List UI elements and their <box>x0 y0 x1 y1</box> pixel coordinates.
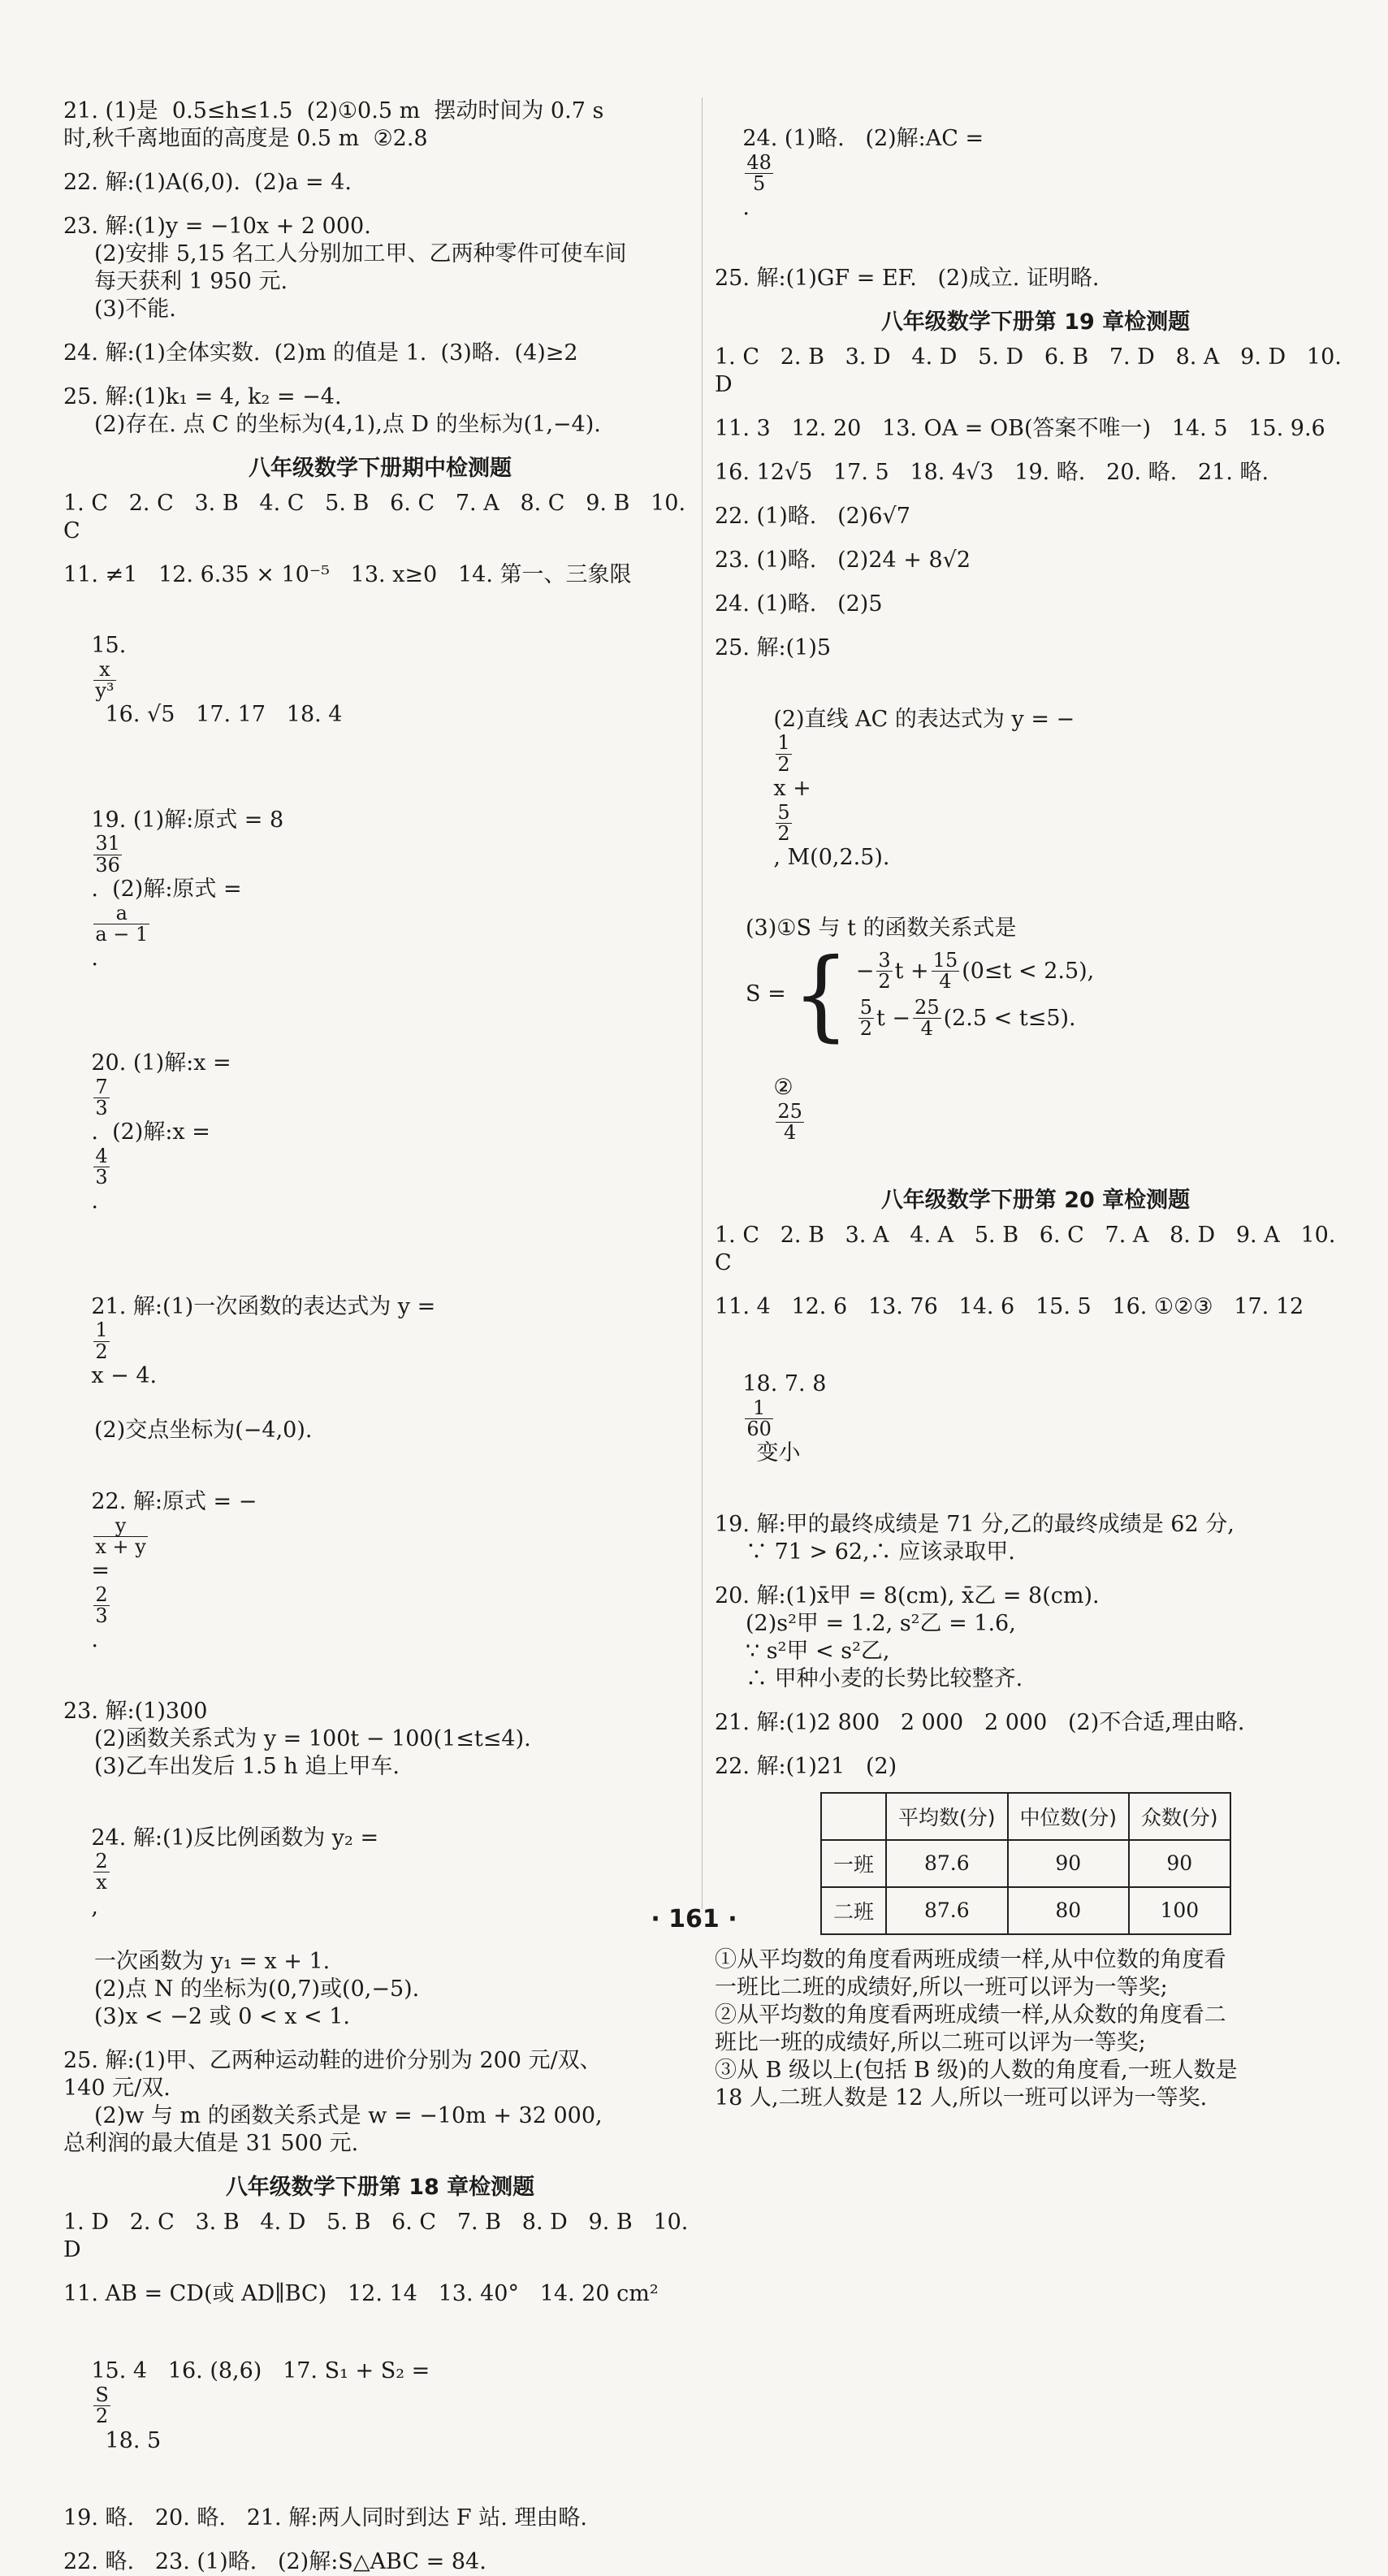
ch20-20-2: (2)s²甲 = 1.2, s²乙 = 1.6, <box>746 1610 1016 1636</box>
ch20-18: 18. 7. 8 $\frac{1}{60}$ 变小 <box>742 1371 827 1466</box>
fraction: $\frac{31}{36}$ <box>95 832 120 877</box>
answer-23-2: (2)安排 5,15 名工人分别加工甲、乙两种零件可使车间 <box>94 241 627 266</box>
ch20-22-analysis-1: ①从平均数的角度看两班成绩一样,从中位数的角度看 <box>715 1946 1226 1972</box>
table-row: 二班 87.6 80 100 <box>821 1887 1230 1934</box>
right-column <box>715 97 1356 2112</box>
ch20-20: 20. 解:(1)x̄甲 = 8(cm), x̄乙 = 8(cm). <box>715 1582 1100 1608</box>
fraction: $\frac{7}{3}$ <box>95 1075 108 1120</box>
midterm-25-2-cont: 总利润的最大值是 31 500 元. <box>63 2131 359 2157</box>
ch19-mc: 1. C 2. B 3. D 4. D 5. D 6. B 7. D 8. A 9. D 10. D <box>715 344 1349 398</box>
midterm-19: 19. (1)解:原式 = 8 $\frac{31}{36}$ . (2)解:原式 = $\frac{a}{a - 1}$ . <box>91 807 284 971</box>
fraction: $\frac{2}{3}$ <box>95 1582 108 1628</box>
answer-23: 23. 解:(1)y = −10x + 2 000. <box>63 214 371 239</box>
column-divider <box>702 97 703 1909</box>
midterm-23: 23. 解:(1)300 <box>63 1698 208 1724</box>
answer-23-3: (3)不能. <box>94 297 176 322</box>
left-brace: { <box>792 937 850 1052</box>
page-number: · 161 · <box>651 1905 737 1933</box>
ch20-21: 21. 解:(1)2 800 2 000 2 000 (2)不合适,理由略. <box>715 1709 1245 1735</box>
midterm-fill-11-14: 11. ≠1 12. 6.35 × 10⁻⁵ 13. x≥0 14. 第一、三象限 <box>63 561 632 587</box>
midterm-25: 25. 解:(1)甲、乙两种运动鞋的进价分别为 200 元/双、 <box>63 2048 602 2074</box>
ch20-19: 19. 解:甲的最终成绩是 71 分,乙的最终成绩是 62 分, <box>715 1511 1234 1537</box>
piecewise-function: S = { − $\frac{3}{2}$ t + $\frac{15}{4}$ (0≤t < 2.5), $\frac{5}{2}$ t − $\frac{25}{4}$ (2.5 < t≤5). <box>746 937 1095 1052</box>
answer-24: 24. 解:(1)全体实数. (2)m 的值是 1. (3)略. (4)≥2 <box>63 340 578 366</box>
answer-25: 25. 解:(1)k₁ = 4, k₂ = −4. <box>63 384 342 409</box>
answer-21: 21. (1)是 0.5≤h≤1.5 (2)①0.5 m 摆动时间为 0.7 s <box>63 98 604 123</box>
midterm-fill-15-18: 15. $\frac{x}{\text{y³}}$ 16. √5 17. 17 18. 4 <box>91 633 343 728</box>
midterm-24: 24. 解:(1)反比例函数为 y₂ = $\frac{2}{x}$ , <box>91 1825 379 1920</box>
answer-25-right: 25. 解:(1)GF = EF. (2)成立. 证明略. <box>715 266 1100 292</box>
ch20-20-because: ∵ s²甲 < s²乙, <box>746 1638 890 1664</box>
fraction: $\frac{S}{2}$ <box>95 2383 109 2428</box>
ch19-24: 24. (1)略. (2)5 <box>715 591 883 617</box>
midterm-23-3: (3)乙车出发后 1.5 h 追上甲车. <box>94 1753 400 1779</box>
piece-2: $\frac{5}{2}$ t − $\frac{25}{4}$ (2.5 < t≤5). <box>859 995 1076 1040</box>
ch18-mc: 1. D 2. C 3. B 4. D 5. B 6. C 7. B 8. D 9. B 10. D <box>63 2210 695 2262</box>
fraction: $\frac{y}{x + y}$ <box>95 1513 146 1558</box>
answer-21-cont: 时,秋千离地面的高度是 0.5 m ②2.8 <box>63 126 428 151</box>
midterm-20: 20. (1)解:x = $\frac{7}{3}$ . (2)解:x = $\frac{4}{3}$ . <box>91 1050 231 1214</box>
fraction: $\frac{25}{4}$ <box>777 1099 802 1145</box>
ch20-22-analysis-2-cont: 班比一班的成绩好,所以二班可以评为一等奖; <box>715 2029 1146 2055</box>
midterm-23-2: (2)函数关系式为 y = 100t − 100(1≤t≤4). <box>94 1725 531 1751</box>
ch18-fill-11-14: 11. AB = CD(或 AD∥BC) 12. 14 13. 40° 14. 20 cm² <box>63 2280 659 2306</box>
fraction: $\frac{2}{x}$ <box>95 1850 108 1894</box>
answer-23-2-cont: 每天获利 1 950 元. <box>94 269 288 294</box>
midterm-25-2: (2)w 与 m 的函数关系式是 w = −10m + 32 000, <box>94 2103 603 2129</box>
ch19-23: 23. (1)略. (2)24 + 8√2 <box>715 547 971 573</box>
midterm-24-linear: 一次函数为 y₁ = x + 1. <box>94 1949 331 1975</box>
table-header-row: 平均数(分) 中位数(分) 众数(分) <box>821 1793 1230 1840</box>
fraction: $\frac{a}{a - 1}$ <box>95 901 149 946</box>
answer-25-2: (2)存在. 点 C 的坐标为(4,1),点 D 的坐标为(1,−4). <box>94 412 601 437</box>
ch19-16-21: 16. 12√5 17. 5 18. 4√3 19. 略. 20. 略. 21. 略. <box>715 459 1269 485</box>
ch20-22-analysis-1-cont: 一班比二班的成绩好,所以一班可以评为一等奖; <box>715 1974 1168 2000</box>
ch20-22-analysis-2: ②从平均数的角度看两班成绩一样,从众数的角度看二 <box>715 2002 1226 2028</box>
ch19-fill-11-15: 11. 3 12. 20 13. OA = OB(答案不唯一) 14. 5 15. 9.6 <box>715 415 1325 441</box>
ch20-mc: 1. C 2. B 3. A 4. A 5. B 6. C 7. A 8. D 9. A 10. C <box>715 1223 1343 1275</box>
ch19-25-3: (3)①S 与 t 的函数关系式是 <box>746 916 1017 942</box>
ch20-22-analysis-3: ③从 B 级以上(包括 B 级)的人数的角度看,一班人数是 <box>715 2057 1238 2083</box>
midterm-25-cont: 140 元/双. <box>63 2076 171 2102</box>
fraction: $\frac{15}{4}$ <box>932 948 958 993</box>
ch20-22: 22. 解:(1)21 (2) <box>715 1753 897 1779</box>
midterm-21: 21. 解:(1)一次函数的表达式为 y = $\frac{1}{2}$ x − 4. <box>91 1293 436 1388</box>
ch19-25-2: (2)直线 AC 的表达式为 y = − $\frac{1}{2}$ x + $\frac{5}{2}$ , M(0,2.5). <box>773 706 1075 870</box>
midterm-21-2: (2)交点坐标为(−4,0). <box>94 1418 313 1444</box>
fraction: $\frac{1}{2}$ <box>95 1318 108 1363</box>
midterm-mc: 1. C 2. C 3. B 4. C 5. B 6. C 7. A 8. C 9. B 10. C <box>63 491 693 543</box>
ch18-22-23: 22. 略. 23. (1)略. (2)解:S△ABC = 84. <box>63 2549 486 2574</box>
fraction: $\frac{5}{2}$ <box>777 800 790 845</box>
fraction: $\frac{1}{60}$ <box>746 1396 772 1441</box>
fraction: $\frac{4}{3}$ <box>95 1145 108 1189</box>
fraction: $\frac{25}{4}$ <box>915 995 940 1040</box>
midterm-22: 22. 解:原式 = − $\frac{y}{x + y}$ = $\frac{2}{3}$ . <box>91 1489 257 1653</box>
chapter-19-title: 八年级数学下册第 19 章检测题 <box>880 310 1191 336</box>
fraction: $\frac{3}{2}$ <box>878 948 891 993</box>
left-column <box>63 97 697 2576</box>
midterm-24-2: (2)点 N 的坐标为(0,7)或(0,−5). <box>94 1976 420 2002</box>
ch20-19-cont: ∵ 71 > 62,∴ 应该录取甲. <box>746 1539 1015 1565</box>
ch20-20-therefore: ∴ 甲种小麦的长势比较整齐. <box>746 1665 1023 1691</box>
ch19-22: 22. (1)略. (2)6√7 <box>715 503 910 529</box>
ch19-25: 25. 解:(1)5 <box>715 634 832 660</box>
answer-24-right: 24. (1)略. (2)解:AC = $\frac{48}{5}$ . <box>742 125 984 220</box>
piece-1: − $\frac{3}{2}$ t + $\frac{15}{4}$ (0≤t < 2.5), <box>855 948 1095 993</box>
chapter-20-title: 八年级数学下册第 20 章检测题 <box>880 1188 1191 1213</box>
fraction: $\frac{x}{\text{y³}}$ <box>95 658 115 703</box>
fraction: $\frac{48}{5}$ <box>746 150 772 195</box>
ch20-22-analysis-3-cont: 18 人,二班人数是 12 人,所以一班可以评为一等奖. <box>715 2085 1208 2111</box>
fraction: $\frac{5}{2}$ <box>859 995 872 1040</box>
ch18-fill-15-18: 15. 4 16. (8,6) 17. S₁ + S₂ = $\frac{S}{2}$ 18. 5 <box>91 2358 430 2453</box>
ch19-25-3-2: ② $\frac{25}{4}$ <box>773 1075 802 1145</box>
ch18-19-21: 19. 略. 20. 略. 21. 解:两人同时到达 F 站. 理由略. <box>63 2505 587 2531</box>
fraction: $\frac{1}{2}$ <box>777 731 790 776</box>
midterm-24-3: (3)x < −2 或 0 < x < 1. <box>94 2004 350 2030</box>
midterm-title: 八年级数学下册期中检测题 <box>249 456 512 481</box>
table-row: 一班 87.6 90 90 <box>821 1840 1230 1887</box>
ch20-fill-11-17: 11. 4 12. 6 13. 76 14. 6 15. 5 16. ①②③ 17. 12 <box>715 1293 1304 1319</box>
answer-22: 22. 解:(1)A(6,0). (2)a = 4. <box>63 170 352 195</box>
chapter-18-title: 八年级数学下册第 18 章检测题 <box>225 2175 535 2201</box>
